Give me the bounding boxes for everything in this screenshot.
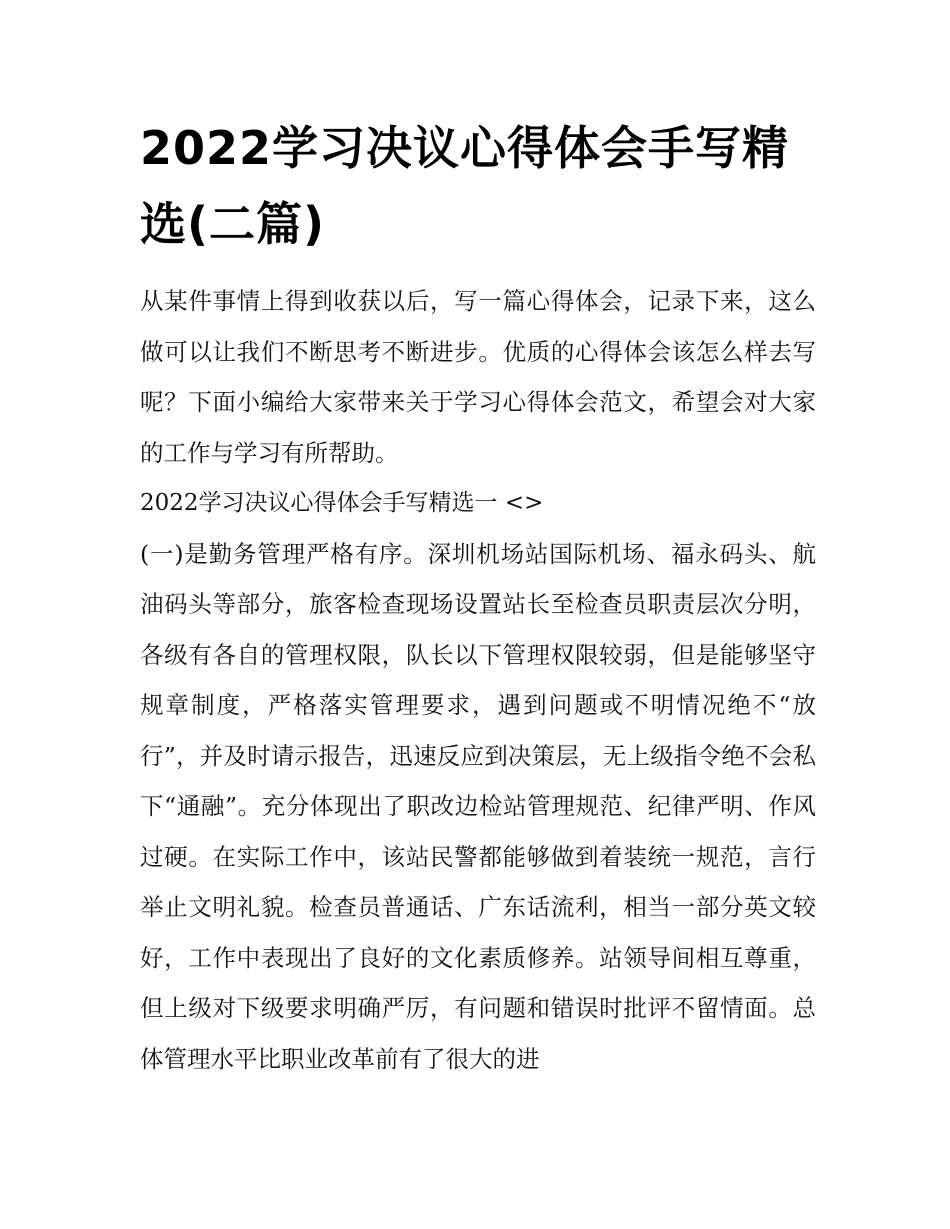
document-page <box>140 110 816 1084</box>
intro-paragraph: 从某件事情上得到收获以后，写一篇心得体会，记录下来，这么做可以让我们不断思考不断进步。优质的心得体会该怎么样去写呢？下面小编给大家带来关于学习心得体会范文，希望会对大家的工作与学习有所帮助。 <box>140 287 816 467</box>
body-paragraph: (一)是勤务管理严格有序。深圳机场站国际机场、福永码头、航油码头等部分，旅客检查现场设置站长至检查员职责层次分明，各级有各自的管理权限，队长以下管理权限较弱，但是能够坚守规章制度，严格落实管理要求，遇到问题或不明情况绝不“放行”，并及时请示报告，迅速反应到决策层，无上级指令绝不会私下“通融”。充分体现出了职改边检站管理规范、纪律严明、作风过硬。在实际工作中，该站民警都能够做到着装统一规范，言行举止文明礼貌。检查员普通话、广东话流利，相当一部分英文较好，工作中表现出了良好的文化素质修养。站领导间相互尊重，但上级对下级要求明确严厉，有问题和错误时批评不留情面。总体管理水平比职业改革前有了很大的进 <box>140 539 816 1073</box>
document-title: 2022学习决议心得体会手写精选(二篇) <box>140 121 790 251</box>
section-heading: 2022学习决议心得体会手写精选一 <> <box>140 490 544 516</box>
